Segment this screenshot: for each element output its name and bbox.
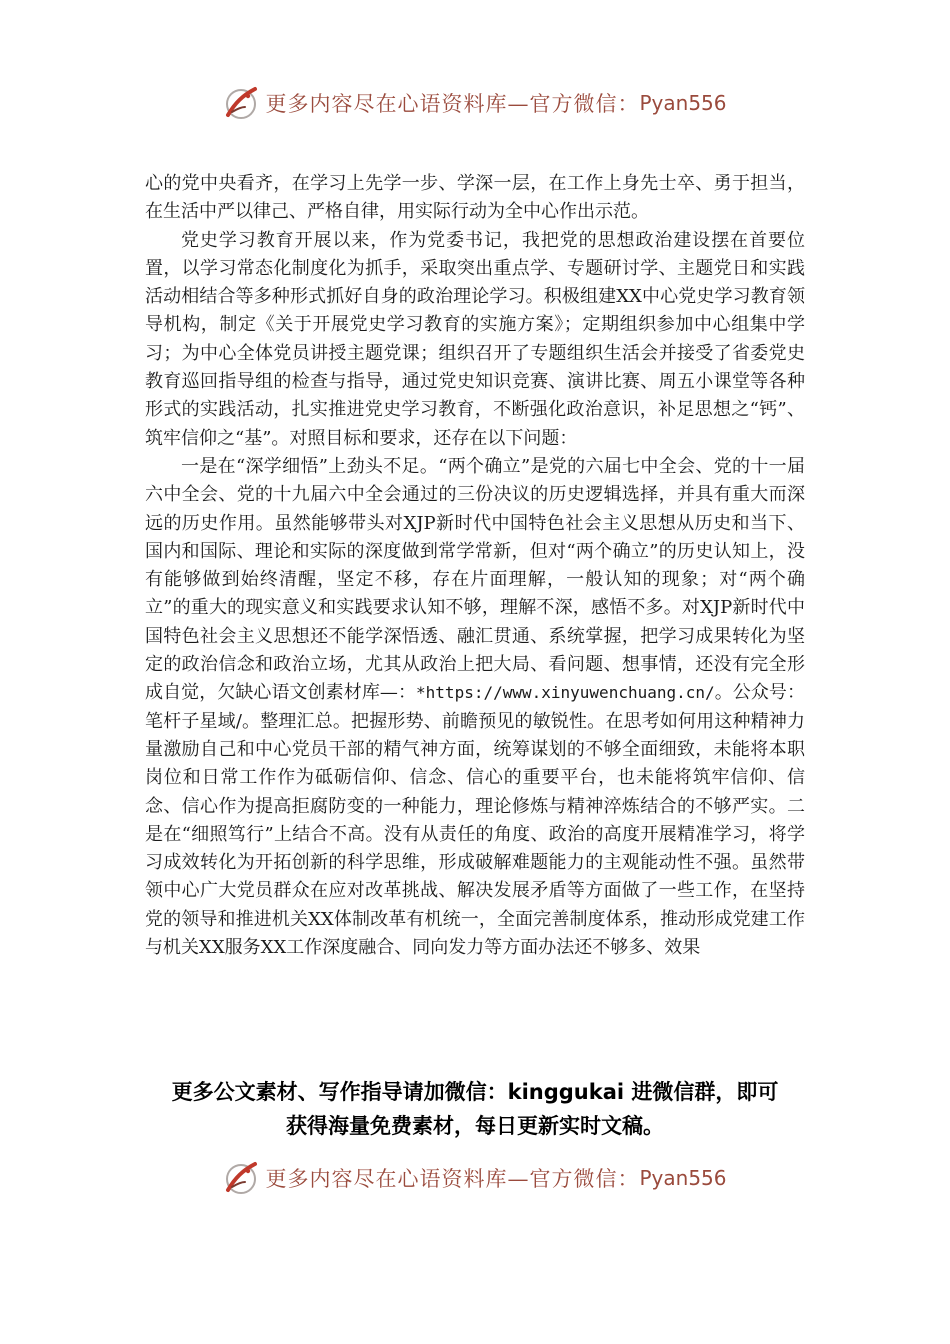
paragraph: [145, 453, 805, 962]
promo-line: 获得海量免费素材，每日更新实时文稿。: [286, 1114, 664, 1138]
footer-banner: [0, 1158, 950, 1198]
banner-text: 更多内容尽在心语资料库—官方微信：: [265, 1167, 640, 1191]
paragraph: 党史学习教育开展以来，作为党委书记，我把党的思想政治建设摆在首要位置，以学习常态化制度化为抓手，采取突出重点学、专题研讨学、主题党日和实践活动相结合等多种形式抓好自身的政治理论学习。积极组建XX中心党史学习教育领导机构，制定《关于开展党史学习教育的实施方案》；定期组织参加中心组集中学习；为中心全体党员讲授主题党课；组织召开了专题组织生活会并接受了省委党史教育巡回指导组的检查与指导，通过党史知识竞赛、演讲比赛、周五小课堂等各种形式的实践活动，扎实推进党史学习教育，不断强化政治意识，补足思想之“钙”、筑牢信仰之“基”。对照目标和要求，还存在以下问题：: [145, 229, 805, 449]
brush-pen-logo-icon: [223, 85, 259, 121]
paragraph-text: 一是在“深学细悟”上劲头不足。“两个确立”是党的六届七中全会、党的十一届六中全会、党的十九届六中全会通过的三份决议的历史逻辑选择，并具有重大而深远的历史作用。虽然能够带头对XJP新时代中国特色社会主义思想从历史和当下、国内和国际、理论和实际的深度做到常学常新，但对“两个确立”的历史认知上，没有能够做到始终清醒，坚定不移，存在片面理解，一般认知的现象；对“两个确立”的重大的现实意义和实践要求认知不够，理解不深，感悟不多。对XJP新时代中国特色社会主义思想还不能学深悟透、融汇贯通、系统掌握，把学习成果转化为坚定的政治信念和政治立场，尤其从政治上把大局、看问题、想事情，还没有完全形成自觉，欠缺心语文创素材库—：: [145, 455, 805, 704]
brush-pen-logo-icon: [223, 1160, 259, 1196]
paragraph: 心的党中央看齐，在学习上先学一步、学深一层，在工作上身先士卒、勇于担当，在生活中严以律己、严格自律，用实际行动为全中心作出示范。: [145, 173, 805, 223]
paragraph-text: 。公众号：笔杆子星域/。整理汇总。把握形势、前瞻预见的敏锐性。在思考如何用这种精神力量激励自己和中心党员干部的精气神方面，统筹谋划的不够全面细致，未能将本职岗位和日常工作作为砥砺信仰、信念、信心的重要平台，也未能将筑牢信仰、信念、信心作为提高拒腐防变的一种能力，理论修炼与精神淬炼结合的不够严实。二是在“细照笃行”上结合不高。没有从责任的角度、政治的高度开展精准学习，将学习成效转化为开拓创新的科学思维，形成破解难题能力的主观能动性不强。虽然带领中心广大党员群众在应对改革挑战、解决发展矛盾等方面做了一些工作，在坚持党的领导和推进机关XX体制改革有机统一，全面完善制度体系，推动形成党建工作与机关XX服务XX工作深度融合、同向发力等方面办法还不够多、效果: [145, 682, 805, 959]
promo-line: 更多公文素材、写作指导请加微信：kinggukai 进微信群，即可: [171, 1080, 779, 1104]
banner-handle: Pyan556: [639, 1166, 727, 1190]
banner-text: 更多内容尽在心语资料库—官方微信：: [265, 92, 640, 116]
promo-notice: [130, 1075, 820, 1143]
website-link[interactable]: *https://www.xinyuwenchuang.cn/: [416, 683, 715, 703]
document-body: [145, 170, 805, 962]
banner-handle: Pyan556: [639, 91, 727, 115]
header-banner: [0, 83, 950, 123]
